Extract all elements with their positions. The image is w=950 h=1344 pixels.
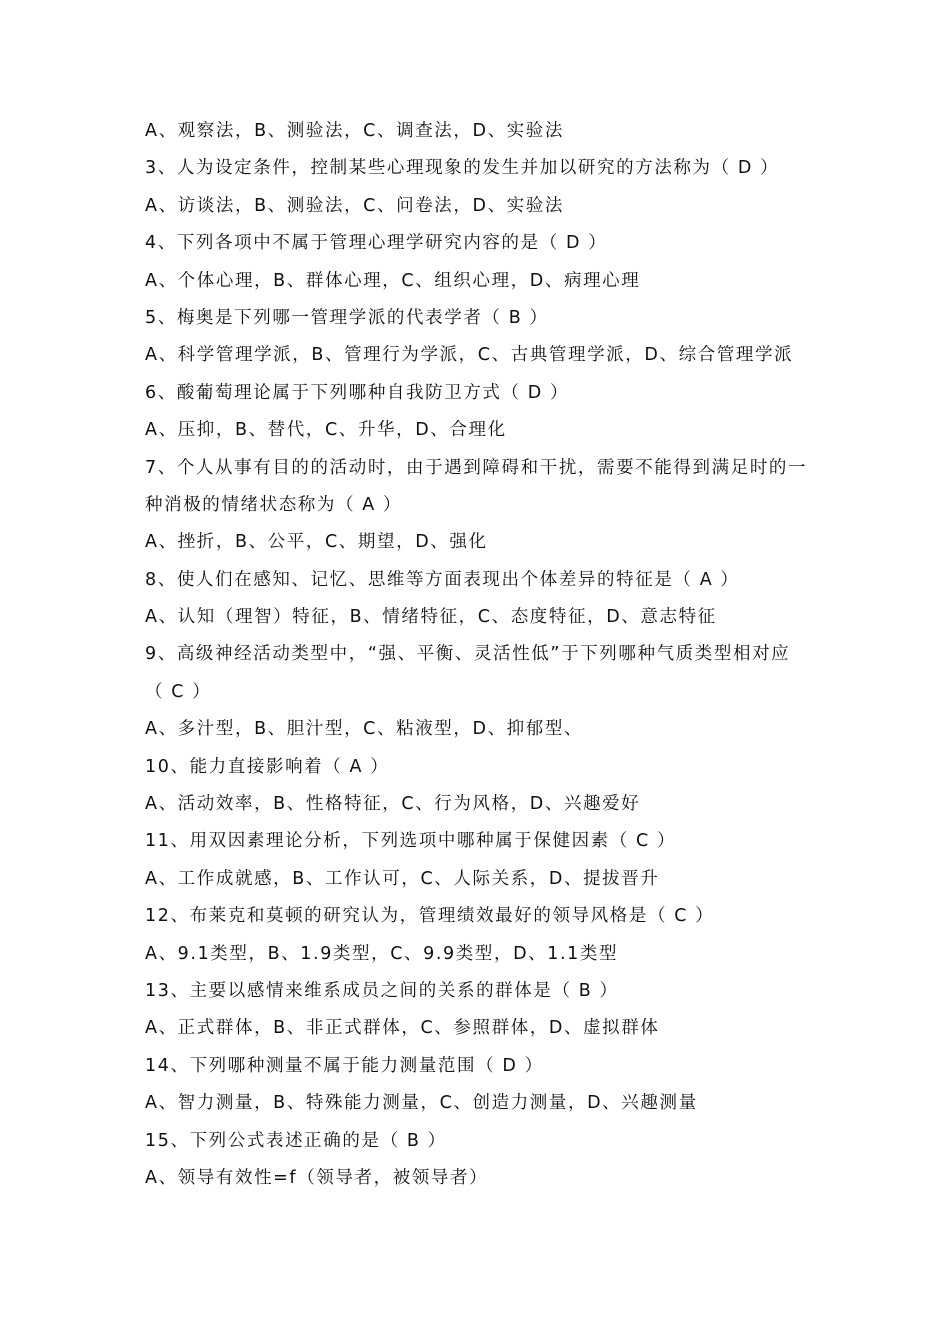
document-body [145, 113, 825, 1197]
option-line-q6: A、压抑，B、替代，C、升华，D、合理化 [145, 420, 507, 441]
option-line-q3: A、访谈法，B、测验法，C、问卷法，D、实验法 [145, 195, 564, 216]
question-7-part-2: 种消极的情绪状态称为（ A ） [145, 494, 403, 515]
option-line-q7: A、挫折，B、公平，C、期望，D、强化 [145, 532, 488, 553]
option-line-q11: A、工作成就感，B、工作认可，C、人际关系，D、提拔晋升 [145, 868, 660, 889]
question-9-part-1: 9、高级神经活动类型中，“强、平衡、灵活性低”于下列哪种气质类型相对应 [145, 644, 791, 665]
question-5: 5、梅奥是下列哪一管理学派的代表学者（ B ） [145, 307, 549, 328]
question-13: 13、主要以感情来维系成员之间的关系的群体是（ B ） [145, 980, 619, 1001]
option-line-q9: A、多汁型，B、胆汁型，C、粘液型，D、抑郁型、 [145, 719, 584, 740]
question-4: 4、下列各项中不属于管理心理学研究内容的是（ D ） [145, 233, 608, 254]
question-12: 12、布莱克和莫顿的研究认为，管理绩效最好的领导风格是（ C ） [145, 906, 715, 927]
option-line-q14: A、智力测量，B、特殊能力测量，C、创造力测量，D、兴趣测量 [145, 1093, 698, 1114]
option-line-q12: A、9.1类型，B、1.9类型，C、9.9类型，D、1.1类型 [145, 943, 619, 964]
option-line-q4: A、个体心理，B、群体心理，C、组织心理，D、病理心理 [145, 270, 641, 291]
question-15: 15、下列公式表述正确的是（ B ） [145, 1130, 447, 1151]
option-line-q8: A、认知（理智）特征，B、情绪特征，C、态度特征，D、意志特征 [145, 607, 717, 628]
option-line-q10: A、活动效率，B、性格特征，C、行为风格，D、兴趣爱好 [145, 794, 641, 815]
question-3: 3、人为设定条件，控制某些心理现象的发生并加以研究的方法称为（ D ） [145, 158, 780, 179]
question-8: 8、使人们在感知、记忆、思维等方面表现出个体差异的特征是（ A ） [145, 569, 740, 590]
question-9-part-2: （ C ） [145, 681, 212, 702]
option-line-q13: A、正式群体，B、非正式群体，C、参照群体，D、虚拟群体 [145, 1018, 660, 1039]
option-line-q5: A、科学管理学派，B、管理行为学派，C、古典管理学派，D、综合管理学派 [145, 345, 794, 366]
question-6: 6、酸葡萄理论属于下列哪种自我防卫方式（ D ） [145, 382, 570, 403]
question-14: 14、下列哪种测量不属于能力测量范围（ D ） [145, 1055, 544, 1076]
question-7-part-1: 7、个人从事有目的的活动时，由于遇到障碍和干扰，需要不能得到满足时的一 [145, 457, 808, 478]
question-11: 11、用双因素理论分析，下列选项中哪种属于保健因素（ C ） [145, 831, 677, 852]
option-line-q2: A、观察法，B、测验法，C、调查法，D、实验法 [145, 121, 564, 141]
question-10: 10、能力直接影响着（ A ） [145, 756, 390, 777]
option-line-q15-a: A、领导有效性=f（领导者，被领导者） [145, 1167, 489, 1188]
